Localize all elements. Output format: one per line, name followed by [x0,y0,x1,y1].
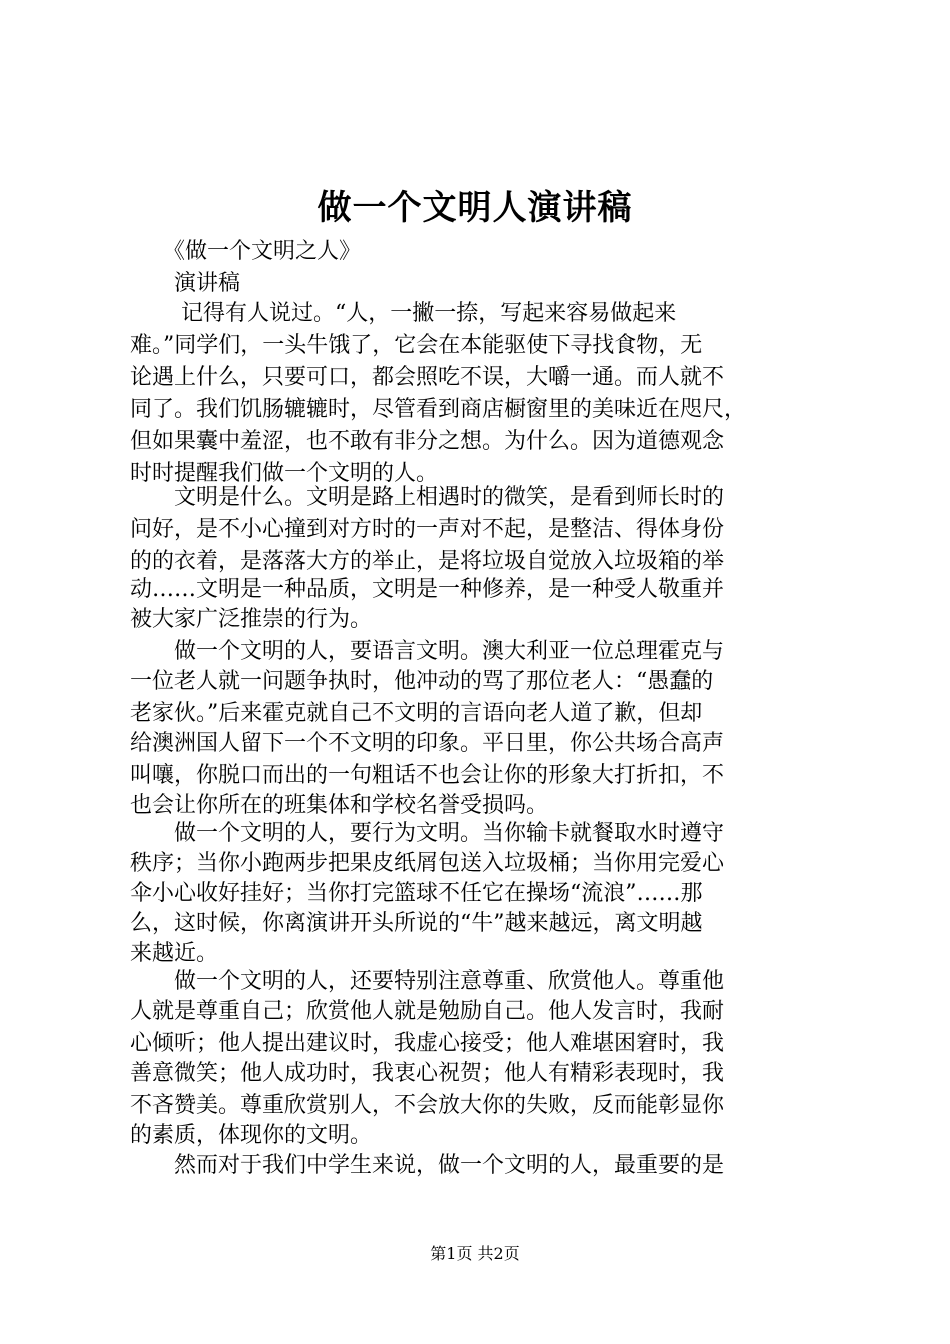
page-number-footer: 第1页 共2页 [430,1244,520,1263]
body-line: 的素质，体现你的文明。 [130,1123,373,1148]
body-line: 做一个文明的人，要语言文明。澳大利亚一位总理霍克与 [130,639,725,664]
body-line: 善意微笑；他人成功时，我衷心祝贺；他人有精彩表现时，我 [130,1061,725,1086]
body-line: 心倾听；他人提出建议时，我虚心接受；他人难堪困窘时，我 [130,1031,725,1056]
body-line: 问好，是不小心撞到对方时的一声对不起，是整洁、得体身份 [130,517,725,542]
body-line: 然而对于我们中学生来说，做一个文明的人，最重要的是 [130,1153,725,1178]
body-line: 记得有人说过。“人，一撇一捺，写起来容易做起来 [130,301,677,326]
body-line: 动……文明是一种品质，文明是一种修养，是一种受人敬重并 [130,577,725,602]
body-line: 给澳洲国人留下一个不文明的印象。平日里，你公共场合高声 [130,731,725,756]
body-line: 时时提醒我们做一个文明的人。 [130,461,439,486]
body-line: 但如果囊中羞涩，也不敢有非分之想。为什么。因为道德观念 [130,429,725,454]
body-line: 秩序；当你小跑两步把果皮纸屑包送入垃圾桶；当你用完爱心 [130,851,725,876]
body-line: 做一个文明的人，还要特别注意尊重、欣赏他人。尊重他 [130,969,725,994]
body-line: 文明是什么。文明是路上相遇时的微笑，是看到师长时的 [130,485,725,510]
body-line: 《做一个文明之人》 [130,239,362,264]
body-line: 不吝赞美。尊重欣赏别人，不会放大你的失败，反而能彰显你 [130,1093,725,1118]
body-line: 人就是尊重自己；欣赏他人就是勉励自己。他人发言时，我耐 [130,999,725,1024]
body-line: 难。”同学们，一头牛饿了，它会在本能驱使下寻找食物，无 [130,333,703,358]
body-line: 老家伙。”后来霍克就自己不文明的言语向老人道了歉，但却 [130,701,703,726]
body-line: 论遇上什么，只要可口，都会照吃不误，大嚼一通。而人就不 [130,365,725,390]
body-line: 做一个文明的人，要行为文明。当你输卡就餐取水时遵守 [130,821,725,846]
body-line: 一位老人就一问题争执时，他冲动的骂了那位老人：“愚蠢的 [130,669,714,694]
document-title: 做一个文明人演讲稿 [317,188,633,228]
body-line: 被大家广泛推崇的行为。 [130,607,373,632]
body-line: 来越近。 [130,941,219,966]
body-line: 伞小心收好挂好；当你打完篮球不任它在操场“流浪”……那 [130,881,703,906]
body-line: 的的衣着，是落落大方的举止，是将垃圾自觉放入垃圾箱的举 [130,549,725,574]
body-line: 演讲稿 [130,271,241,296]
body-line: 么，这时候，你离演讲开头所说的“牛”越来越远，离文明越 [130,911,703,936]
body-line: 叫嚷，你脱口而出的一句粗话不也会让你的形象大打折扣，不 [130,763,725,788]
body-line: 同了。我们饥肠辘辘时，尽管看到商店橱窗里的美味近在咫尺， [130,397,747,422]
body-line: 也会让你所在的班集体和学校名誉受损吗。 [130,793,549,818]
